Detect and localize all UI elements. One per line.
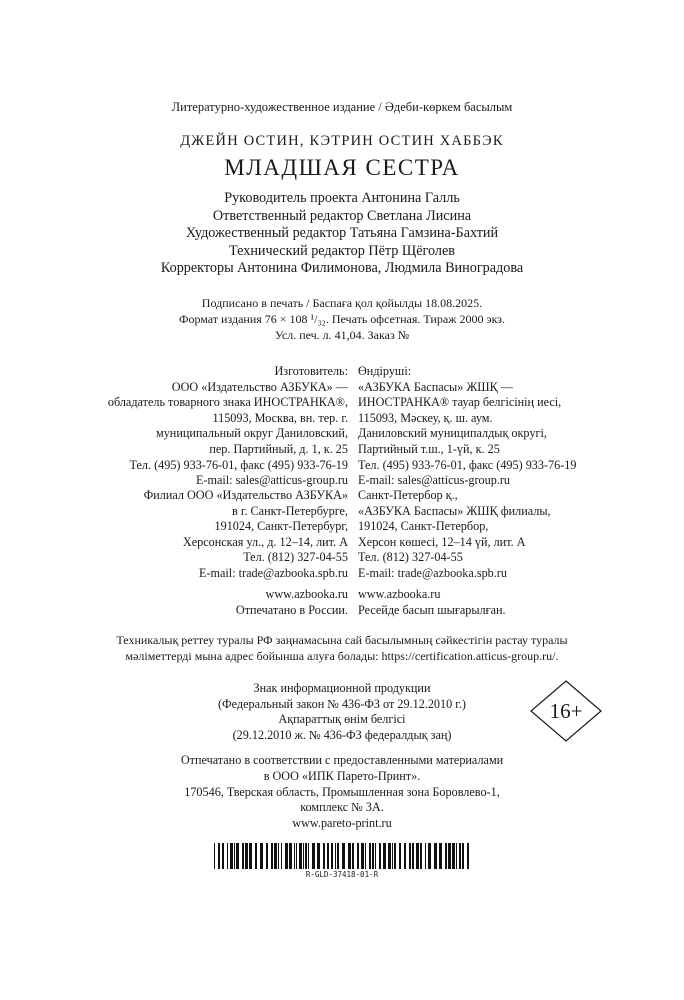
barcode-text: R-GLD-37418-01-R [305,870,379,879]
barcode-bar [299,843,302,869]
barcode-bar [245,843,248,869]
barcode-bar [365,843,366,869]
branch-ru [0,488,358,582]
barcode-bar [434,843,437,869]
sign-line: Ақпараттық өнім белгісі [278,712,406,727]
address-line: обладатель товарного знака ИНОСТРАНКА®, [107,395,348,410]
barcode-bar [394,843,396,869]
barcode-bar [255,843,257,869]
credits [0,190,684,278]
address-line: муниципальный округ Даниловский, [156,426,348,441]
barcode-bar [285,843,288,869]
address-line: ООО «Издательство АЗБУКА» — [171,379,348,394]
address-line: E-mail: sales@atticus-group.ru [195,473,348,488]
address-line: пер. Партийный, д. 1, к. 25 [209,441,348,456]
barcode-bar [369,843,371,869]
barcode-bar [260,843,263,869]
barcode-bar [428,843,431,869]
barcode-bar [242,843,244,869]
barcode-bar [388,843,391,869]
barcode-bar [420,843,422,869]
barcode-bar [312,843,315,869]
address-line: Изготовитель: [274,364,348,378]
address-line: Партийный т.ш., 1-үй, к. 25 [358,441,500,456]
barcode-bar [274,843,277,869]
manufacturer-block [0,364,684,489]
barcode-bar [331,843,333,869]
barcode-bar [289,843,292,869]
manufacturer-kz [358,364,684,489]
barcode-bar [296,843,297,869]
branch-kz [358,488,684,582]
barcode-bar [227,843,228,869]
barcode-bar [317,843,320,869]
address-line: E-mail: trade@azbooka.spb.ru [358,565,507,580]
printer-line: Отпечатано в соответствии с предоставленными материалами [180,753,504,767]
address-line: Даниловский муниципалдық округі, [358,426,547,441]
barcode-bar [234,843,235,869]
barcode-bar [459,843,461,869]
barcode-bar [342,843,345,869]
barcode [214,843,470,869]
credit-line: Художественный редактор Татьяна Гамзина-Бахтий [185,225,499,242]
address-line: Санкт-Петербор қ., [358,488,458,502]
barcode-bar [266,843,268,869]
sign-line: (29.12.2010 ж. № 436-ФЗ федералдық заң) [232,727,452,742]
web-kz [358,587,684,618]
address-line: Тел. (495) 933-76-01, факс (495) 933-76-19 [358,457,577,472]
address-line: www.azbooka.ru [358,587,441,601]
cert-line: Техникалық реттеу туралы РФ заңнамасына сай басылымның сәйкестігін растау туралы [116,633,568,647]
address-line: 191024, Санкт-Петербор, [358,519,489,534]
barcode-bar [335,843,336,869]
printer-line: 170546, Тверская область, Промышленная зона Боровлево-1, [184,784,500,799]
barcode-bar [337,843,339,869]
address-line: Филиал ООО «Издательство АЗБУКА» [143,488,348,502]
address-line: Тел. (495) 933-76-01, факс (495) 933-76-19 [129,457,348,472]
address-line: E-mail: sales@atticus-group.ru [358,473,511,488]
printer-line: www.pareto-print.ru [292,816,392,831]
barcode-bar [372,843,374,869]
credit-line: Руководитель проекта Антонина Галль [224,190,460,206]
barcode-bar [404,843,406,869]
barcode-bar [452,843,455,869]
address-line: 115093, Мәскеу, қ. ш. аум. [358,410,493,425]
sign-line: (Федеральный закон № 436-ФЗ от 29.12.2010 г.) [218,696,466,711]
barcode-bar [249,843,252,869]
address-line: Херсон көшесі, 12–14 үй, лит. А [358,534,526,549]
barcode-bar [348,843,351,869]
address-line: Өндіруші: [358,364,412,378]
barcode-bar [448,843,451,869]
barcode-bar [456,843,457,869]
imprint-line: Подписано в печать / Баспаға қол қойылды 18.08.2025. [201,296,483,310]
address-line: ИНОСТРАНКА® тауар белгісінің иесі, [358,395,562,410]
branch-block [0,488,684,582]
address-line: «АЗБУКА Баспасы» ЖШҚ филиалы, [358,503,551,518]
barcode-bar [439,843,442,869]
address-line: E-mail: trade@azbooka.spb.ru [199,565,348,580]
barcode-bar [214,843,215,869]
barcode-bar [352,843,354,869]
barcode-bar [383,843,386,869]
barcode-bar [416,843,419,869]
address-line: «АЗБУКА Баспасы» ЖШҚ — [358,379,513,394]
imprint [0,296,684,343]
barcode-bar [278,843,279,869]
imprint-line: Усл. печ. л. 41,04. Заказ № [274,327,410,342]
barcode-bar [409,843,411,869]
sign-line: Знак информационной продукции [253,681,431,695]
address-line: в г. Санкт-Петербурге, [232,503,348,518]
barcode-bar [294,843,295,869]
barcode-bar [323,843,325,869]
barcode-bar [462,843,464,869]
barcode-bar [305,843,307,869]
cert-line: мәліметтерді мына адрес бойынша алуға болады: https://certification.atticus-group.ru/. [125,649,559,663]
address-line: Тел. (812) 327-04-55 [243,550,348,565]
barcode-bar [222,843,224,869]
address-line: 191024, Санкт-Петербург, [214,519,348,534]
barcode-bar [308,843,309,869]
web-ru [0,587,358,618]
age-rating: 16+ [549,699,583,723]
genre-line: Литературно-художественное издание / Әдеби-көркем басылым [171,100,513,114]
address-line: Отпечатано в России. [235,602,348,617]
address-line: www.azbooka.ru [265,587,348,601]
address-line: Херсонская ул., д. 12–14, лит. А [182,534,348,549]
barcode-bar [379,843,381,869]
barcode-bar [392,843,393,869]
barcode-bar [303,843,304,869]
barcode-bar [236,843,239,869]
barcode-bar [218,843,220,869]
address-line: 115093, Москва, вн. тер. г. [212,410,348,425]
barcode-bar [375,843,376,869]
printer-info [0,753,684,832]
printer-line: в ООО «ИПК Парето-Принт». [263,768,421,783]
age-rating-badge [530,680,602,742]
barcode-bar [357,843,359,869]
web-block [0,587,684,618]
imprint-line: Формат издания 76 × 108 ¹/₃₂. Печать офсетная. Тираж 2000 экз. [178,311,506,326]
barcode-bar [361,843,364,869]
barcode-bar [445,843,447,869]
address-line: Ресейде басып шығарылған. [358,602,506,617]
address-line: Тел. (812) 327-04-55 [358,550,463,565]
authors: ДЖЕЙН ОСТИН, КЭТРИН ОСТИН ХАББЭК [180,133,504,149]
barcode-bar [399,843,401,869]
barcode-bar [425,843,426,869]
barcode-bar [467,843,469,869]
credit-line: Корректоры Антонина Филимонова, Людмила Виноградова [160,260,524,277]
certification-note [0,632,684,664]
book-title: МЛАДШАЯ СЕСТРА [224,155,460,180]
barcode-bar [412,843,414,869]
barcode-bar [230,843,233,869]
manufacturer-ru [0,364,358,489]
printer-line: комплекс № 3А. [300,800,384,815]
barcode-bar [271,843,273,869]
barcode-bar [327,843,329,869]
credit-line: Ответственный редактор Светлана Лисина [212,207,472,224]
barcode-bar [281,843,282,869]
credit-line: Технический редактор Пётр Щёголев [228,242,455,259]
